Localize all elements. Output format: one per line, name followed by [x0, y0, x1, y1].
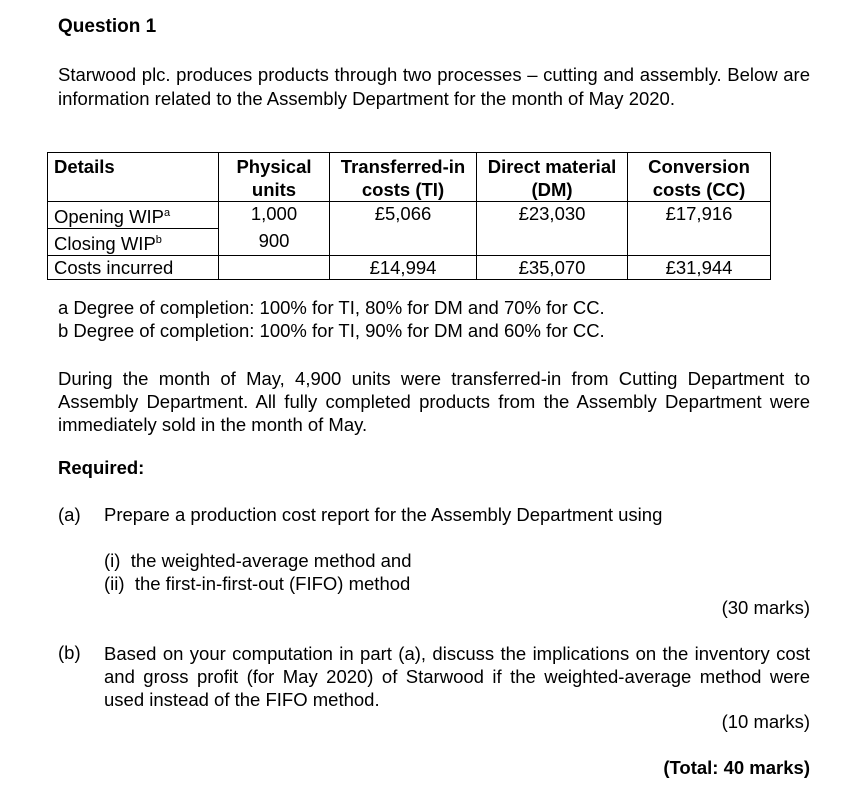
part-a-label: (a): [58, 504, 81, 525]
header-transferred-in: Transferred-in costs (TI): [330, 153, 477, 202]
part-a-marks: (30 marks): [721, 597, 810, 618]
cell-cc: [628, 229, 771, 256]
part-a-item-i: (i) the weighted-average method and: [104, 550, 412, 571]
cell-label: Costs incurred: [48, 256, 219, 280]
cell-label: Closing WIP$^b$: [48, 229, 219, 256]
required-heading: Required:: [58, 457, 145, 478]
cell-cc: £17,916: [628, 202, 771, 229]
part-b-label: (b): [58, 642, 81, 663]
footnote-b: b Degree of completion: 100% for TI, 90% for DM and 60% for CC.: [58, 320, 605, 341]
header-details: Details: [48, 153, 219, 202]
cell-units: 1,000: [219, 202, 330, 229]
cell-cc: £31,944: [628, 256, 771, 280]
total-marks: (Total: 40 marks): [663, 757, 810, 778]
cell-ti: [330, 229, 477, 256]
table-row-costs-incurred: [48, 256, 771, 280]
table-header-row: [48, 153, 771, 202]
header-physical-units: Physical units: [219, 153, 330, 202]
header-conversion: Conversion costs (CC): [628, 153, 771, 202]
cell-ti: £14,994: [330, 256, 477, 280]
cost-details-table: [47, 152, 771, 280]
header-direct-material: Direct material (DM): [477, 153, 628, 202]
part-a-text: Prepare a production cost report for the Assembly Department using: [104, 504, 663, 525]
part-a-item-ii: (ii) the first-in-first-out (FIFO) method: [104, 573, 411, 594]
table-row-opening-wip: [48, 202, 771, 229]
part-b-marks: (10 marks): [721, 711, 810, 732]
intro-paragraph: Starwood plc. produces products through two processes – cutting and assembly. Below are information related to the Assembly Department for the month of May 2020.: [58, 64, 810, 109]
cell-units: 900: [219, 229, 330, 256]
footnote-a: a Degree of completion: 100% for TI, 80% for DM and 70% for CC.: [58, 297, 605, 318]
cell-units: [219, 256, 330, 280]
part-b-text: Based on your computation in part (a), discuss the implications on the inventory cost and gross profit (for May 2020) of Starwood if the weighted-average method were used instead of the FIFO method.: [104, 643, 810, 710]
question-title: Question 1: [58, 16, 157, 37]
during-paragraph: During the month of May, 4,900 units were transferred-in from Cutting Department to Assembly Department. All fully completed products from the Assembly Department were immediately sold in the month of May.: [58, 368, 810, 435]
table-row-closing-wip: [48, 229, 771, 256]
cell-dm: [477, 229, 628, 256]
cell-dm: £23,030: [477, 202, 628, 229]
cell-dm: £35,070: [477, 256, 628, 280]
cell-ti: £5,066: [330, 202, 477, 229]
cell-label: Opening WIP$^a$: [48, 202, 219, 229]
